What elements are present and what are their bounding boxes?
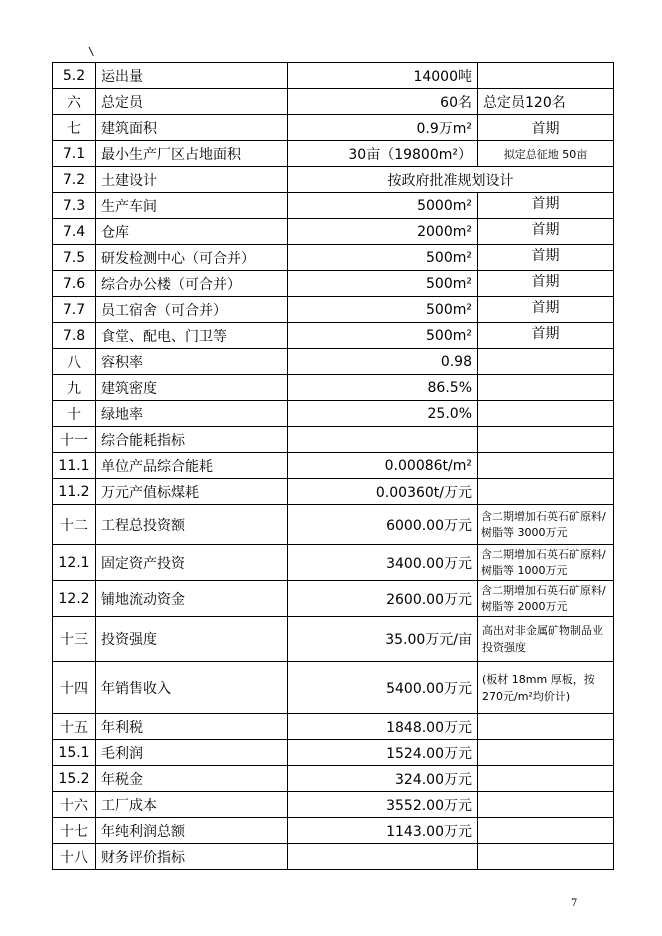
row-note <box>478 427 614 453</box>
row-note: 首期 <box>478 245 614 271</box>
row-item: 工厂成本 <box>96 792 288 818</box>
table-row <box>53 740 614 766</box>
row-value: 324.00万元 <box>288 766 478 792</box>
row-value: 0.98 <box>288 349 478 375</box>
row-number: 十 <box>53 401 96 427</box>
table-row <box>53 453 614 479</box>
row-value <box>288 427 478 453</box>
row-note: 首期 <box>478 323 614 349</box>
row-value: 500m² <box>288 245 478 271</box>
row-note: 首期 <box>478 115 614 141</box>
row-item: 年利税 <box>96 714 288 740</box>
row-number: 11.2 <box>53 479 96 505</box>
row-item: 容积率 <box>96 349 288 375</box>
row-number: 七 <box>53 115 96 141</box>
row-number: 11.1 <box>53 453 96 479</box>
row-item: 综合办公楼（可合并） <box>96 271 288 297</box>
row-value: 3552.00万元 <box>288 792 478 818</box>
row-item: 食堂、配电、门卫等 <box>96 323 288 349</box>
row-note <box>478 63 614 89</box>
row-note <box>478 375 614 401</box>
row-note: 高出对非金属矿物制品业投资强度 <box>478 617 614 662</box>
table-row <box>53 115 614 141</box>
row-item: 年纯利润总额 <box>96 818 288 844</box>
row-item: 年销售收入 <box>96 662 288 714</box>
row-value: 500m² <box>288 323 478 349</box>
row-item: 建筑密度 <box>96 375 288 401</box>
row-value: 5400.00万元 <box>288 662 478 714</box>
row-number: 7.5 <box>53 245 96 271</box>
row-number: 九 <box>53 375 96 401</box>
row-item: 固定资产投资 <box>96 545 288 581</box>
row-item: 最小生产厂区占地面积 <box>96 141 288 167</box>
row-value: 1524.00万元 <box>288 740 478 766</box>
row-item: 投资强度 <box>96 617 288 662</box>
table-row <box>53 844 614 870</box>
row-value: 按政府批准规划设计 <box>288 167 614 193</box>
row-value: 5000m² <box>288 193 478 219</box>
row-item: 年税金 <box>96 766 288 792</box>
table-row <box>53 219 614 245</box>
row-item: 万元产值标煤耗 <box>96 479 288 505</box>
row-number: 15.1 <box>53 740 96 766</box>
row-item: 生产车间 <box>96 193 288 219</box>
row-note: 拟定总征地 50亩 <box>478 141 614 167</box>
row-note: 首期 <box>478 193 614 219</box>
table-row <box>53 792 614 818</box>
row-value: 500m² <box>288 271 478 297</box>
table-row <box>53 141 614 167</box>
row-note <box>478 453 614 479</box>
row-item: 综合能耗指标 <box>96 427 288 453</box>
table-row <box>53 617 614 662</box>
row-number: 7.3 <box>53 193 96 219</box>
row-item: 土建设计 <box>96 167 288 193</box>
table-row <box>53 375 614 401</box>
row-note <box>478 479 614 505</box>
row-note <box>478 792 614 818</box>
row-item: 毛利润 <box>96 740 288 766</box>
row-value: 3400.00万元 <box>288 545 478 581</box>
row-note: 含二期增加石英石矿原料/树脂等 2000万元 <box>478 581 614 617</box>
row-number: 7.6 <box>53 271 96 297</box>
row-item: 研发检测中心（可合并） <box>96 245 288 271</box>
row-note: 首期 <box>478 271 614 297</box>
row-note <box>478 714 614 740</box>
row-value: 30亩（19800m²） <box>288 141 478 167</box>
row-item: 绿地率 <box>96 401 288 427</box>
row-number: 十七 <box>53 818 96 844</box>
row-value: 1143.00万元 <box>288 818 478 844</box>
table-row <box>53 89 614 115</box>
row-item: 财务评价指标 <box>96 844 288 870</box>
row-note: 含二期增加石英石矿原料/树脂等 3000万元 <box>478 505 614 545</box>
row-number: 十一 <box>53 427 96 453</box>
row-note <box>478 740 614 766</box>
row-note: 含二期增加石英石矿原料/树脂等 1000万元 <box>478 545 614 581</box>
row-item: 员工宿舍（可合并） <box>96 297 288 323</box>
row-value: 86.5% <box>288 375 478 401</box>
row-number: 7.4 <box>53 219 96 245</box>
row-item: 建筑面积 <box>96 115 288 141</box>
row-number: 7.2 <box>53 167 96 193</box>
table-row <box>53 193 614 219</box>
row-number: 十四 <box>53 662 96 714</box>
table-row <box>53 323 614 349</box>
table-row <box>53 505 614 545</box>
table-row <box>53 581 614 617</box>
table-row <box>53 766 614 792</box>
row-value: 2000m² <box>288 219 478 245</box>
row-value: 0.00360t/万元 <box>288 479 478 505</box>
table-row <box>53 271 614 297</box>
row-number: 十二 <box>53 505 96 545</box>
indicator-table <box>52 62 614 870</box>
row-value: 0.9万m² <box>288 115 478 141</box>
row-number: 7.8 <box>53 323 96 349</box>
row-value: 6000.00万元 <box>288 505 478 545</box>
row-value: 500m² <box>288 297 478 323</box>
row-number: 十三 <box>53 617 96 662</box>
row-value: 14000吨 <box>288 63 478 89</box>
row-note: 总定员120名 <box>478 89 614 115</box>
corner-mark: \ <box>88 45 95 58</box>
row-note: (板材 18mm 厚板，按 270元/m²均价计) <box>478 662 614 714</box>
row-number: 六 <box>53 89 96 115</box>
row-note <box>478 401 614 427</box>
table-row <box>53 349 614 375</box>
row-number: 15.2 <box>53 766 96 792</box>
row-number: 十八 <box>53 844 96 870</box>
table-row <box>53 401 614 427</box>
table-row <box>53 479 614 505</box>
row-value: 2600.00万元 <box>288 581 478 617</box>
row-value: 60名 <box>288 89 478 115</box>
row-value <box>288 844 478 870</box>
row-note <box>478 766 614 792</box>
table-row <box>53 427 614 453</box>
table-row <box>53 63 614 89</box>
row-value: 0.00086t/m² <box>288 453 478 479</box>
row-item: 运出量 <box>96 63 288 89</box>
row-item: 单位产品综合能耗 <box>96 453 288 479</box>
row-number: 八 <box>53 349 96 375</box>
table-row <box>53 167 614 193</box>
row-number: 12.2 <box>53 581 96 617</box>
row-number: 十六 <box>53 792 96 818</box>
row-item: 仓库 <box>96 219 288 245</box>
row-number: 7.1 <box>53 141 96 167</box>
row-note <box>478 349 614 375</box>
row-item: 铺地流动资金 <box>96 581 288 617</box>
row-item: 总定员 <box>96 89 288 115</box>
row-item: 工程总投资额 <box>96 505 288 545</box>
table-row <box>53 297 614 323</box>
row-number: 12.1 <box>53 545 96 581</box>
row-number: 5.2 <box>53 63 96 89</box>
table-row <box>53 714 614 740</box>
row-value: 1848.00万元 <box>288 714 478 740</box>
table-row <box>53 545 614 581</box>
row-number: 7.7 <box>53 297 96 323</box>
table-row <box>53 818 614 844</box>
row-note: 首期 <box>478 219 614 245</box>
table-row <box>53 245 614 271</box>
row-value: 25.0% <box>288 401 478 427</box>
row-note: 首期 <box>478 297 614 323</box>
row-value: 35.00万元/亩 <box>288 617 478 662</box>
row-note <box>478 844 614 870</box>
row-number: 十五 <box>53 714 96 740</box>
row-note <box>478 818 614 844</box>
table-row <box>53 662 614 714</box>
page-number: 7 <box>571 898 578 909</box>
